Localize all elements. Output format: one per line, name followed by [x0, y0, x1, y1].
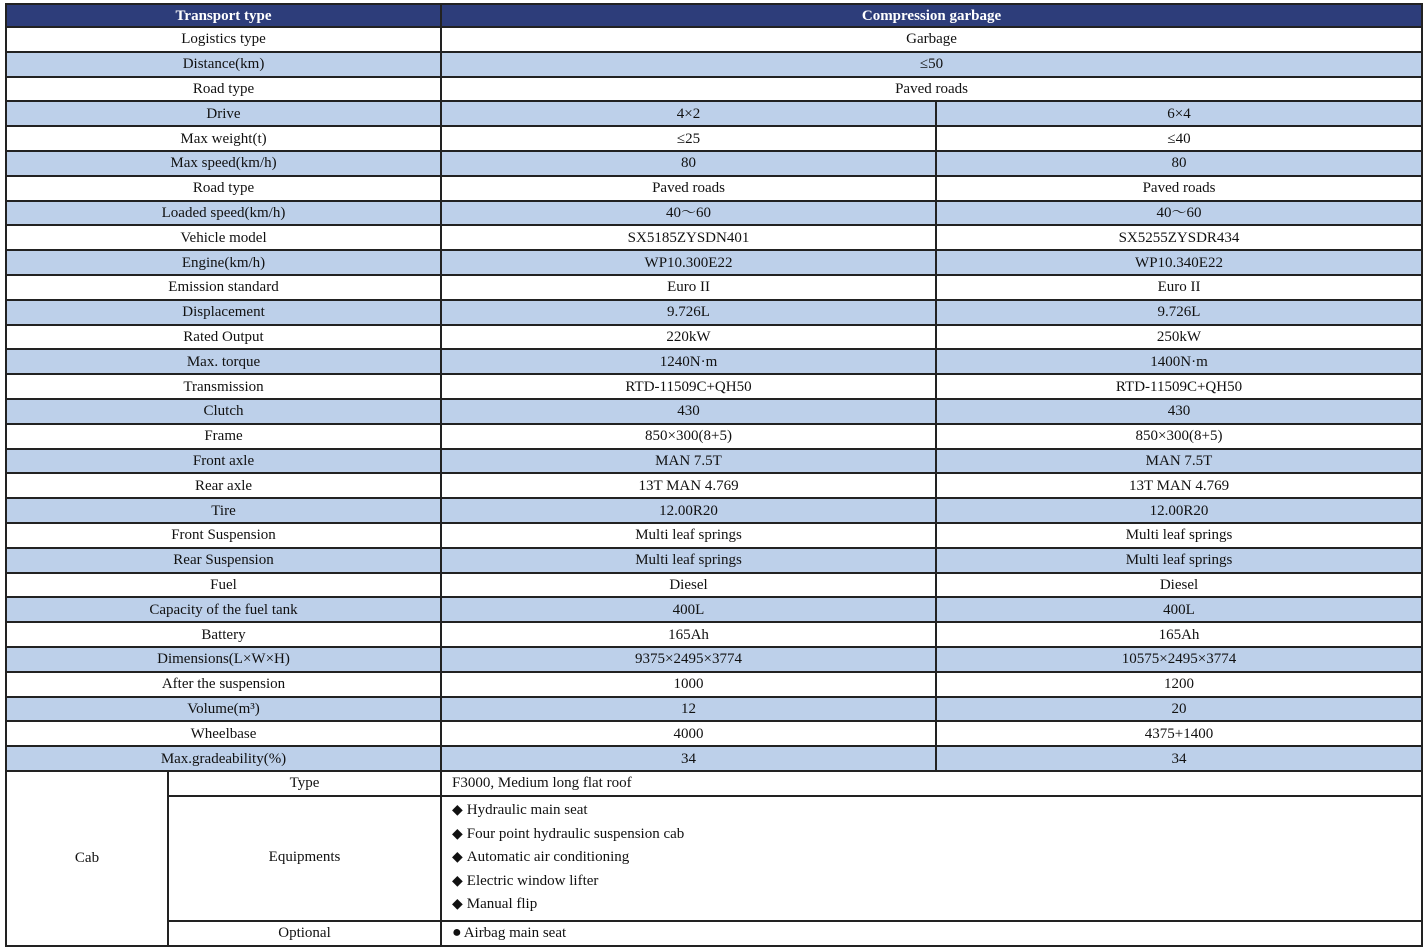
row-label: Rear axle — [6, 473, 441, 498]
row-value-6x4: RTD-11509C+QH50 — [936, 374, 1422, 399]
row-value-6x4: Diesel — [936, 573, 1422, 598]
table-row — [6, 225, 1422, 250]
table-row — [6, 275, 1422, 300]
table-row — [6, 721, 1422, 746]
row-value-4x2: 4000 — [441, 721, 936, 746]
row-value-6x4: Multi leaf springs — [936, 548, 1422, 573]
table-row — [6, 101, 1422, 126]
diamond-bullet-icon: ◆ — [452, 897, 463, 913]
row-label: Emission standard — [6, 275, 441, 300]
row-value-4x2: Multi leaf springs — [441, 523, 936, 548]
row-label: Engine(km/h) — [6, 250, 441, 275]
row-value-6x4: Euro II — [936, 275, 1422, 300]
table-row — [6, 151, 1422, 176]
row-value-4x2: Euro II — [441, 275, 936, 300]
row-value-6x4: 9.726L — [936, 300, 1422, 325]
table-row — [6, 424, 1422, 449]
table-body — [6, 27, 1422, 946]
table-row — [6, 597, 1422, 622]
diamond-bullet-icon: ◆ — [452, 850, 463, 866]
row-value-4x2: 13T MAN 4.769 — [441, 473, 936, 498]
dot-bullet-icon: ● — [452, 924, 462, 942]
row-label: Clutch — [6, 399, 441, 424]
row-value-4x2: Diesel — [441, 573, 936, 598]
row-value-4x2: 12 — [441, 697, 936, 722]
cab-label: Cab — [6, 771, 168, 946]
table-row — [6, 746, 1422, 771]
equipment-text: Four point hydraulic suspension cab — [466, 825, 685, 842]
diamond-bullet-icon: ◆ — [452, 803, 463, 819]
row-value-6x4: 34 — [936, 746, 1422, 771]
row-label: Displacement — [6, 300, 441, 325]
row-label: Tire — [6, 498, 441, 523]
row-value-6x4: 40～60 — [936, 201, 1422, 226]
table-header-row — [6, 4, 1422, 27]
row-value-4x2: 400L — [441, 597, 936, 622]
row-value-6x4: 4375+1400 — [936, 721, 1422, 746]
row-value-6x4: 1200 — [936, 672, 1422, 697]
diamond-bullet-icon: ◆ — [452, 826, 463, 842]
cab-type-row — [6, 771, 1422, 796]
row-label: Capacity of the fuel tank — [6, 597, 441, 622]
row-value-4x2: 220kW — [441, 325, 936, 350]
row-label: Rated Output — [6, 325, 441, 350]
row-value-6x4: SX5255ZYSDR434 — [936, 225, 1422, 250]
equipment-text: Automatic air conditioning — [466, 849, 630, 866]
row-value-4x2: 34 — [441, 746, 936, 771]
row-value-6x4: 165Ah — [936, 622, 1422, 647]
equipment-item — [452, 870, 1421, 894]
cab-optional-row — [6, 921, 1422, 946]
table-row — [6, 523, 1422, 548]
table-row — [6, 622, 1422, 647]
row-label: Distance(km) — [6, 52, 441, 77]
table-row — [6, 399, 1422, 424]
table-row — [6, 77, 1422, 102]
row-label: After the suspension — [6, 672, 441, 697]
row-value-6x4: 400L — [936, 597, 1422, 622]
row-label: Road type — [6, 77, 441, 102]
row-label: Volume(m³) — [6, 697, 441, 722]
row-value-6x4: 10575×2495×3774 — [936, 647, 1422, 672]
row-value-6x4: 20 — [936, 697, 1422, 722]
row-label: Loaded speed(km/h) — [6, 201, 441, 226]
row-value-6x4: MAN 7.5T — [936, 449, 1422, 474]
row-value-6x4: 850×300(8+5) — [936, 424, 1422, 449]
row-label: Max.gradeability(%) — [6, 746, 441, 771]
optional-text: Airbag main seat — [463, 925, 567, 942]
row-label: Road type — [6, 176, 441, 201]
row-value-4x2: SX5185ZYSDN401 — [441, 225, 936, 250]
table-row — [6, 325, 1422, 350]
row-value-4x2: 12.00R20 — [441, 498, 936, 523]
row-value-4x2: 1000 — [441, 672, 936, 697]
row-value-4x2: ≤25 — [441, 126, 936, 151]
row-label: Battery — [6, 622, 441, 647]
table-row — [6, 647, 1422, 672]
row-value-4x2: 430 — [441, 399, 936, 424]
row-value-4x2: 9.726L — [441, 300, 936, 325]
table-row — [6, 548, 1422, 573]
row-value-6x4: 6×4 — [936, 101, 1422, 126]
cab-equipments-row — [6, 796, 1422, 921]
cab-equipments-label: Equipments — [168, 796, 441, 921]
row-value-4x2: Paved roads — [441, 176, 936, 201]
row-value-4x2: 40～60 — [441, 201, 936, 226]
row-value-4x2: 4×2 — [441, 101, 936, 126]
row-value: Paved roads — [441, 77, 1422, 102]
equipment-item — [452, 893, 1421, 917]
row-label: Max speed(km/h) — [6, 151, 441, 176]
row-value-6x4: ≤40 — [936, 126, 1422, 151]
row-value-6x4: 12.00R20 — [936, 498, 1422, 523]
table-row — [6, 672, 1422, 697]
row-value-6x4: 250kW — [936, 325, 1422, 350]
table-row — [6, 449, 1422, 474]
table-row — [6, 473, 1422, 498]
row-value-6x4: 430 — [936, 399, 1422, 424]
cab-equipments-list — [441, 796, 1422, 921]
row-label: Fuel — [6, 573, 441, 598]
row-value-6x4: Paved roads — [936, 176, 1422, 201]
row-value-4x2: MAN 7.5T — [441, 449, 936, 474]
table-row — [6, 573, 1422, 598]
row-label: Drive — [6, 101, 441, 126]
row-label: Wheelbase — [6, 721, 441, 746]
row-value-4x2: Multi leaf springs — [441, 548, 936, 573]
table-row — [6, 27, 1422, 52]
header-compression-garbage: Compression garbage — [441, 4, 1422, 27]
equipment-text: Electric window lifter — [466, 872, 599, 889]
row-value-6x4: 13T MAN 4.769 — [936, 473, 1422, 498]
equipment-text: Hydraulic main seat — [466, 802, 588, 819]
table-row — [6, 126, 1422, 151]
row-label: Dimensions(L×W×H) — [6, 647, 441, 672]
header-transport-type: Transport type — [6, 4, 441, 27]
row-label: Max weight(t) — [6, 126, 441, 151]
equipment-item — [452, 846, 1421, 870]
row-label: Transmission — [6, 374, 441, 399]
row-label: Vehicle model — [6, 225, 441, 250]
cab-type-value: F3000, Medium long flat roof — [441, 771, 1422, 796]
table-row — [6, 374, 1422, 399]
cab-optional-label: Optional — [168, 921, 441, 946]
row-value: Garbage — [441, 27, 1422, 52]
row-label: Front Suspension — [6, 523, 441, 548]
table-row — [6, 250, 1422, 275]
row-value-6x4: 1400N·m — [936, 349, 1422, 374]
row-label: Logistics type — [6, 27, 441, 52]
row-label: Rear Suspension — [6, 548, 441, 573]
row-value: ≤50 — [441, 52, 1422, 77]
row-value-4x2: 9375×2495×3774 — [441, 647, 936, 672]
row-value-4x2: 165Ah — [441, 622, 936, 647]
table-row — [6, 52, 1422, 77]
row-label: Front axle — [6, 449, 441, 474]
equipment-item — [452, 799, 1421, 823]
row-value-6x4: WP10.340E22 — [936, 250, 1422, 275]
row-value-4x2: WP10.300E22 — [441, 250, 936, 275]
table-row — [6, 201, 1422, 226]
row-value-4x2: 1240N·m — [441, 349, 936, 374]
row-value-4x2: 850×300(8+5) — [441, 424, 936, 449]
table-row — [6, 176, 1422, 201]
cab-optional-value-cell — [441, 921, 1422, 946]
equipment-item — [452, 823, 1421, 847]
table-row — [6, 349, 1422, 374]
row-label: Max. torque — [6, 349, 441, 374]
diamond-bullet-icon: ◆ — [452, 873, 463, 889]
row-value-4x2: RTD-11509C+QH50 — [441, 374, 936, 399]
table-row — [6, 697, 1422, 722]
table-row — [6, 498, 1422, 523]
row-value-6x4: 80 — [936, 151, 1422, 176]
row-value-4x2: 80 — [441, 151, 936, 176]
row-label: Frame — [6, 424, 441, 449]
row-value-6x4: Multi leaf springs — [936, 523, 1422, 548]
table-row — [6, 300, 1422, 325]
equipment-text: Manual flip — [466, 896, 538, 913]
spec-table — [5, 3, 1423, 947]
cab-type-label: Type — [168, 771, 441, 796]
